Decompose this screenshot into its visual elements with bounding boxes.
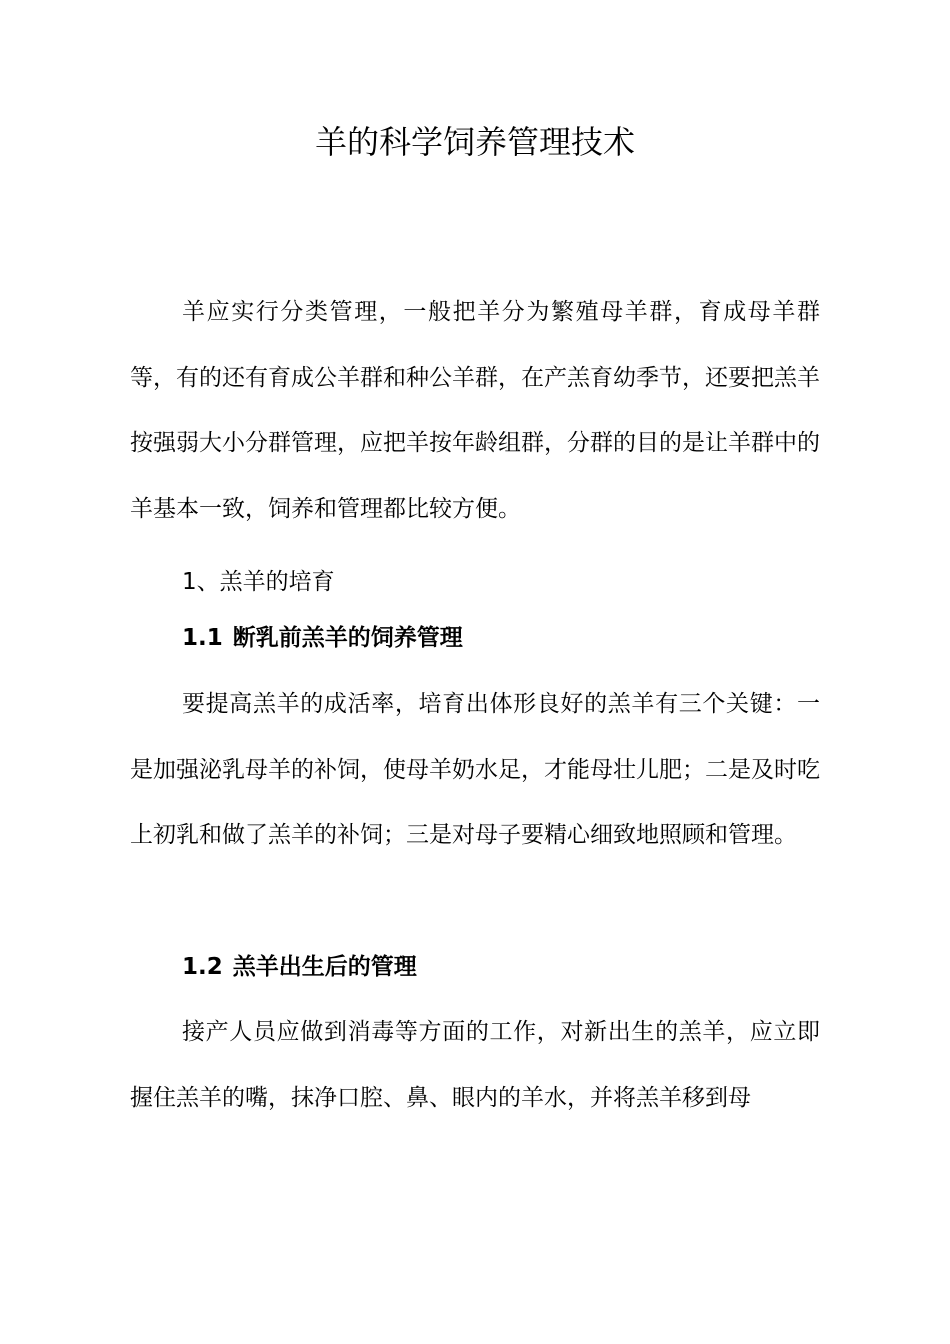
section-heading-1-1 (182, 618, 463, 658)
section-heading-1-2 (182, 947, 417, 987)
section-1-1-paragraph: 要提高羔羊的成活率，培育出体形良好的羔羊有三个关键：一是加强泌乳母羊的补饲，使母羊奶水足，才能母壮儿肥；二是及时吃上初乳和做了羔羊的补饲；三是对母子要精心细致地照顾和管理。 (130, 691, 820, 848)
section-title: 断乳前羔羊的饲养管理 (232, 625, 463, 651)
section-heading-1: 1、羔羊的培育 (182, 569, 335, 595)
intro-paragraph: 羊应实行分类管理，一般把羊分为繁殖母羊群，育成母羊群等，有的还有育成公羊群和种公羊群，在产羔育幼季节，还要把羔羊按强弱大小分群管理，应把羊按年龄组群，分群的目的是让羊群中的羊基本一致，饲养和管理都比较方便。 (130, 299, 820, 522)
document-title: 羊的科学饲养管理技术 (314, 123, 635, 161)
section-title: 羔羊出生后的管理 (232, 954, 417, 980)
section-1-2-paragraph: 接产人员应做到消毒等方面的工作，对新出生的羔羊，应立即握住羔羊的嘴，抹净口腔、鼻、眼内的羊水，并将羔羊移到母 (130, 1019, 820, 1111)
section-number: 1.1 (182, 625, 223, 651)
section-number: 1.2 (182, 954, 223, 980)
